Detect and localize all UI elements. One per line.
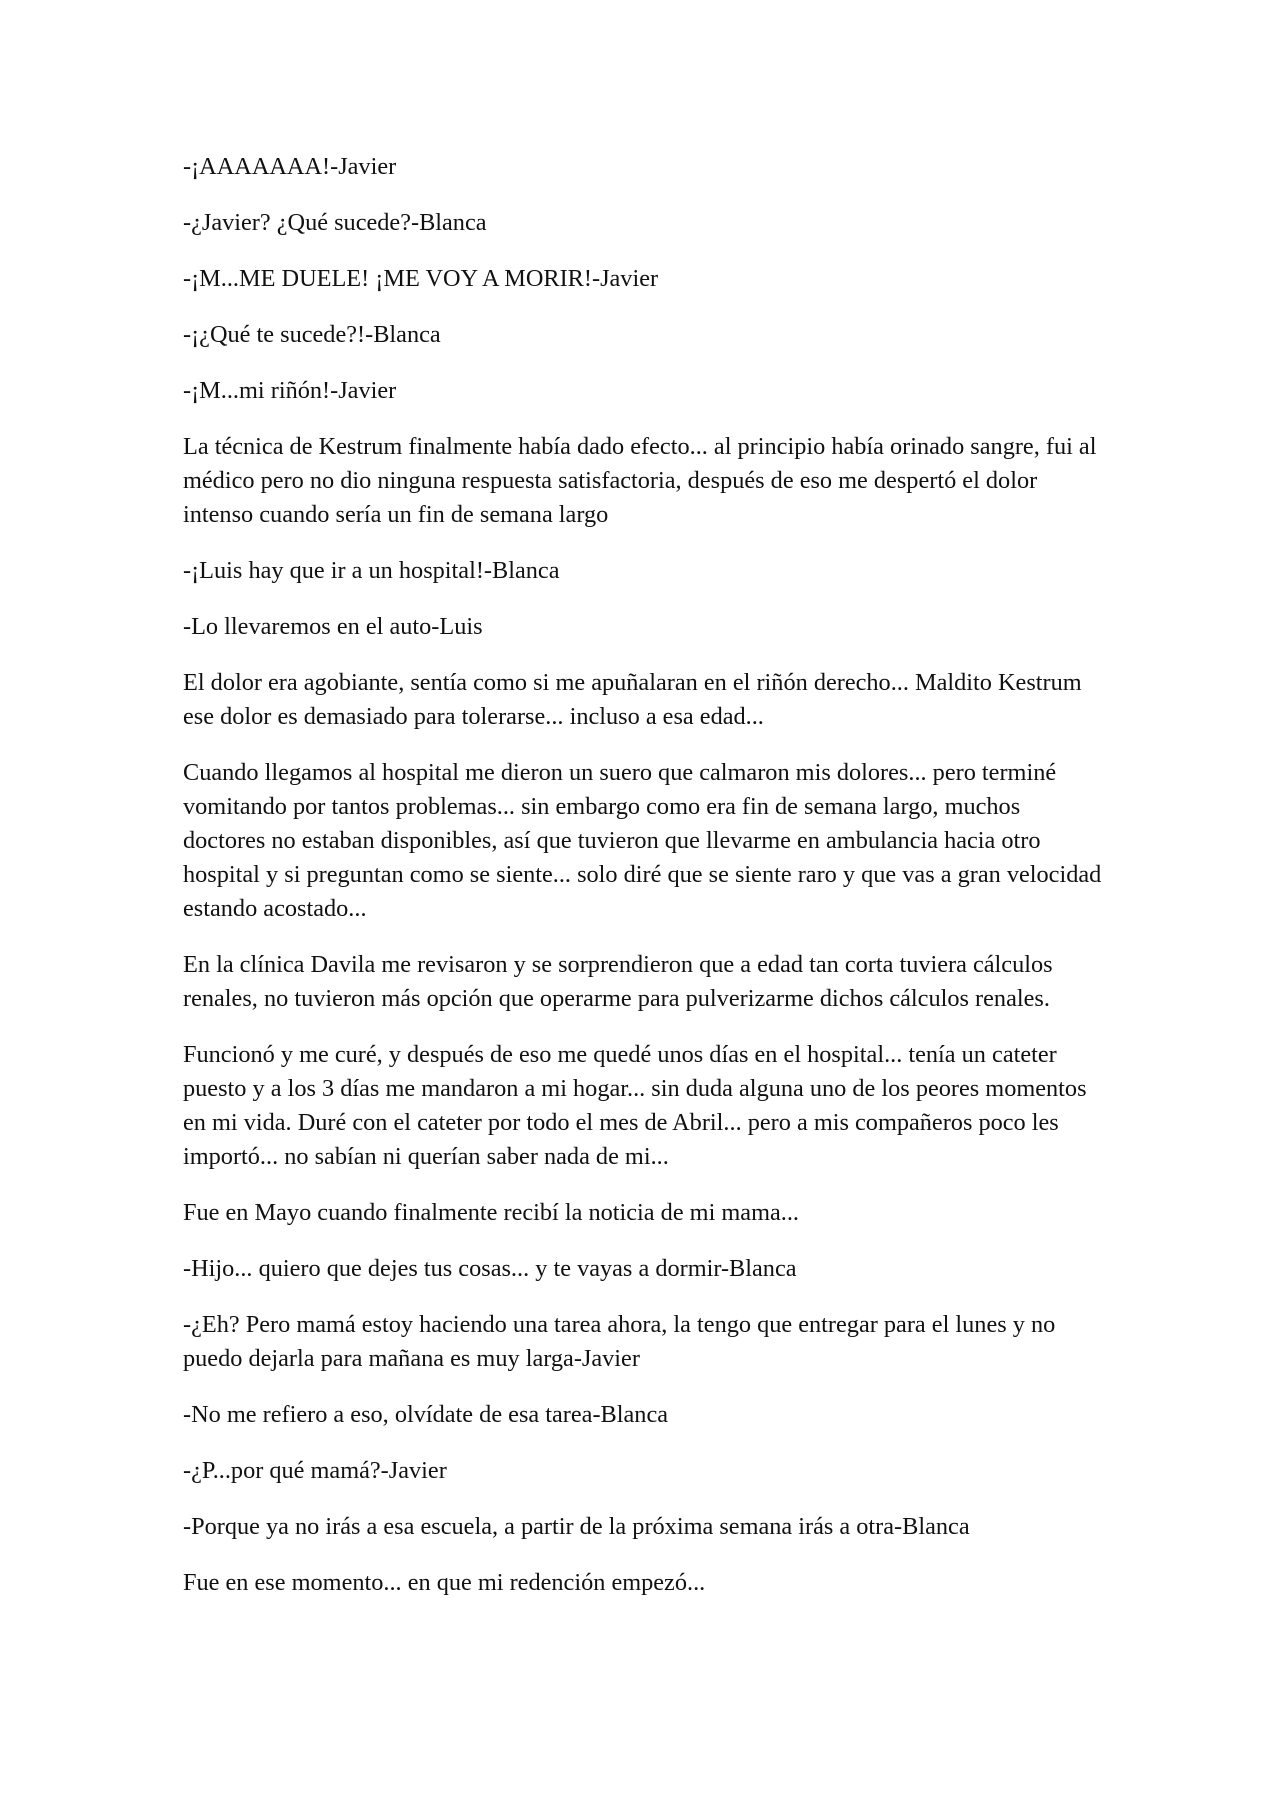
dialogue-line: -¡M...ME DUELE! ¡ME VOY A MORIR!-Javier [183,265,659,292]
dialogue-line: -¡AAAAAAA!-Javier [183,153,397,180]
dialogue-line: -¡¿Qué te sucede?!-Blanca [183,321,441,348]
dialogue-line: -Lo llevaremos en el auto-Luis [183,613,483,640]
dialogue-line: -¿Eh? Pero mamá estoy haciendo una tarea ahora, la tengo que entregar para el lunes y no puedo dejarla para mañana es muy larga-Javier [183,1311,1056,1372]
dialogue-line: -¿Javier? ¿Qué sucede?-Blanca [183,209,487,236]
dialogue-line: -¡M...mi riñón!-Javier [183,377,397,404]
dialogue-line: -¡Luis hay que ir a un hospital!-Blanca [183,557,560,584]
dialogue-line: -Hijo... quiero que dejes tus cosas... y te vayas a dormir-Blanca [183,1255,797,1282]
document-body [183,150,1103,1622]
dialogue-line: -Porque ya no irás a esa escuela, a partir de la próxima semana irás a otra-Blanca [183,1513,970,1540]
narrative-paragraph: Funcionó y me curé, y después de eso me quedé unos días en el hospital... tenía un cateter puesto y a los 3 días me mandaron a mi hogar... sin duda alguna uno de los peores momentos en mi vida. Duré con el cateter por todo el mes de Abril... pero a mis compañeros poco les importó... no sabían ni querían saber nada de mi... [183,1041,1087,1170]
dialogue-line: -No me refiero a eso, olvídate de esa tarea-Blanca [183,1401,669,1428]
narrative-paragraph: Fue en Mayo cuando finalmente recibí la noticia de mi mama... [183,1199,799,1226]
narrative-paragraph: Fue en ese momento... en que mi redención empezó... [183,1569,706,1596]
dialogue-line: -¿P...por qué mamá?-Javier [183,1457,447,1484]
narrative-paragraph: Cuando llegamos al hospital me dieron un suero que calmaron mis dolores... pero terminé vomitando por tantos problemas... sin embargo como era fin de semana largo, muchos doctores no estaban disponibles, así que tuvieron que llevarme en ambulancia hacia otro hospital y si preguntan como se siente... solo diré que se siente raro y que vas a gran velocidad estando acostado... [183,759,1102,922]
narrative-paragraph: El dolor era agobiante, sentía como si me apuñalaran en el riñón derecho... Maldito Kestrum ese dolor es demasiado para tolerarse... incluso a esa edad... [183,669,1082,730]
narrative-paragraph: En la clínica Davila me revisaron y se sorprendieron que a edad tan corta tuviera cálculos renales, no tuvieron más opción que operarme para pulverizarme dichos cálculos renales. [183,951,1053,1012]
narrative-paragraph: La técnica de Kestrum finalmente había dado efecto... al principio había orinado sangre, fui al médico pero no dio ninguna respuesta satisfactoria, después de eso me despertó el dolor intenso cuando sería un fin de semana largo [183,433,1097,528]
